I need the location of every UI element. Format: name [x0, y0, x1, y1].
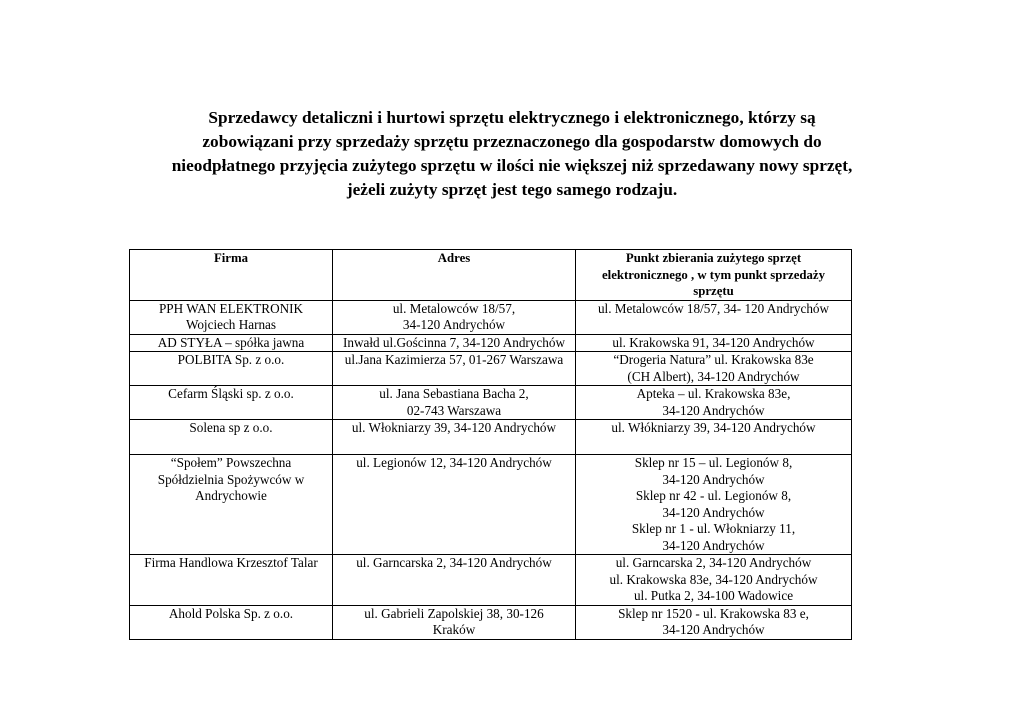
cell-punkt [576, 386, 852, 420]
header-line: Firma [213, 251, 249, 265]
cell-firma [130, 455, 333, 555]
cell-line: AD STYŁA – spółka jawna [157, 334, 305, 350]
cell-firma [130, 334, 333, 352]
document-title [110, 106, 914, 202]
cell-line: “Drogeria Natura” ul. Krakowska 83e [613, 352, 814, 367]
cell-adres [333, 605, 576, 639]
cell-punkt [576, 605, 852, 639]
cell-adres [333, 352, 576, 386]
table-row [130, 352, 852, 386]
cell-firma [130, 386, 333, 420]
header-line: elektronicznego , w tym punkt sprzedaży [602, 267, 825, 282]
cell-line: POLBITA Sp. z o.o. [177, 352, 285, 367]
cell-line: 34-120 Andrychów [662, 504, 765, 520]
cell-punkt [576, 555, 852, 606]
cell-line: 02-743 Warszawa [406, 402, 502, 418]
cell-line: Kraków [432, 622, 476, 637]
header-line: sprzętu [693, 284, 734, 298]
title-line: zobowiązani przy sprzedaży sprzętu przeznaczonego dla gospodarstw domowych do [202, 132, 822, 151]
cell-line: ul. Garncarska 2, 34-120 Andrychów [615, 555, 812, 570]
sellers-table [129, 249, 852, 640]
cell-line: ul. Krakowska 83e, 34-120 Andrychów [609, 571, 818, 587]
cell-line: Sklep nr 1520 - ul. Krakowska 83 e, [618, 605, 809, 621]
cell-line: ul. Jana Sebastiana Bacha 2, [379, 386, 529, 401]
header-line: Adres [437, 251, 471, 265]
cell-punkt [576, 352, 852, 386]
cell-line: Solena sp z o.o. [189, 420, 273, 435]
cell-line: Inwałd ul.Gościnna 7, 34-120 Andrychów [343, 334, 565, 350]
cell-line: ul. Legionów 12, 34-120 Andrychów [356, 455, 552, 470]
cell-line: PPH WAN ELEKTRONIK [158, 300, 304, 316]
cell-punkt [576, 455, 852, 555]
cell-line: ul. Włokniarzy 39, 34-120 Andrychów [351, 420, 557, 435]
header-firma [130, 250, 333, 301]
cell-line: ul. Putka 2, 34-100 Wadowice [633, 588, 794, 603]
cell-punkt [576, 300, 852, 334]
table-row [130, 420, 852, 455]
cell-line: Spółdzielnia Spożywców w [157, 471, 305, 487]
table-row [130, 555, 852, 606]
table-header-row [130, 250, 852, 301]
cell-line: (CH Albert), 34-120 Andrychów [627, 368, 800, 384]
cell-line: Apteka – ul. Krakowska 83e, [636, 386, 791, 401]
cell-line: 34-120 Andrychów [662, 537, 765, 553]
cell-line: Sklep nr 42 - ul. Legionów 8, [635, 488, 792, 503]
cell-punkt [576, 420, 852, 455]
cell-line: Sklep nr 1 - ul. Włokniarzy 11, [631, 521, 796, 536]
cell-adres [333, 420, 576, 455]
table-row [130, 386, 852, 420]
cell-adres [333, 455, 576, 555]
cell-line: ul. Krakowska 91, 34-120 Andrychów [612, 334, 815, 350]
cell-punkt [576, 334, 852, 352]
header-adres [333, 250, 576, 301]
cell-line: 34-120 Andrychów [402, 317, 506, 332]
header-line: Punkt zbierania zużytego sprzęt [625, 251, 802, 265]
cell-line: Ahold Polska Sp. z o.o. [168, 605, 294, 621]
cell-line: ul. Gabrieli Zapolskiej 38, 30-126 [364, 605, 544, 621]
cell-line: Andrychowie [195, 488, 267, 503]
cell-line: Sklep nr 15 – ul. Legionów 8, [634, 455, 793, 470]
cell-firma [130, 352, 333, 386]
cell-adres [333, 300, 576, 334]
cell-adres [333, 386, 576, 420]
cell-line: Wojciech Harnas [185, 317, 277, 332]
cell-line: ul. Metalowców 18/57, 34- 120 Andrychów [597, 300, 830, 316]
cell-line: Firma Handlowa Krzesztof Talar [144, 555, 318, 570]
cell-firma [130, 605, 333, 639]
title-line: Sprzedawcy detaliczni i hurtowi sprzętu elektrycznego i elektronicznego, którzy są [208, 108, 816, 127]
cell-line: ul.Jana Kazimierza 57, 01-267 Warszawa [344, 352, 564, 367]
cell-line: “Społem” Powszechna [170, 455, 292, 470]
title-line: nieodpłatnego przyjęcia zużytego sprzętu w ilości nie większej niż sprzedawany nowy sprzęt, [171, 156, 853, 175]
cell-line: ul. Garncarska 2, 34-120 Andrychów [356, 555, 552, 570]
cell-line: Cefarm Śląski sp. z o.o. [168, 386, 294, 401]
cell-adres [333, 555, 576, 606]
cell-line: ul. Włókniarzy 39, 34-120 Andrychów [611, 420, 816, 435]
table-row [130, 455, 852, 555]
cell-adres [333, 334, 576, 352]
cell-firma [130, 300, 333, 334]
table-row [130, 334, 852, 352]
cell-line: 34-120 Andrychów [662, 402, 765, 418]
table-row [130, 605, 852, 639]
cell-firma [130, 420, 333, 455]
cell-line: 34-120 Andrychów [662, 471, 765, 487]
cell-line: 34-120 Andrychów [662, 622, 765, 637]
title-line: jeżeli zużyty sprzęt jest tego samego rodzaju. [346, 180, 678, 199]
table-row [130, 300, 852, 334]
cell-line: ul. Metalowców 18/57, [392, 300, 516, 316]
cell-firma [130, 555, 333, 606]
header-punkt [576, 250, 852, 301]
